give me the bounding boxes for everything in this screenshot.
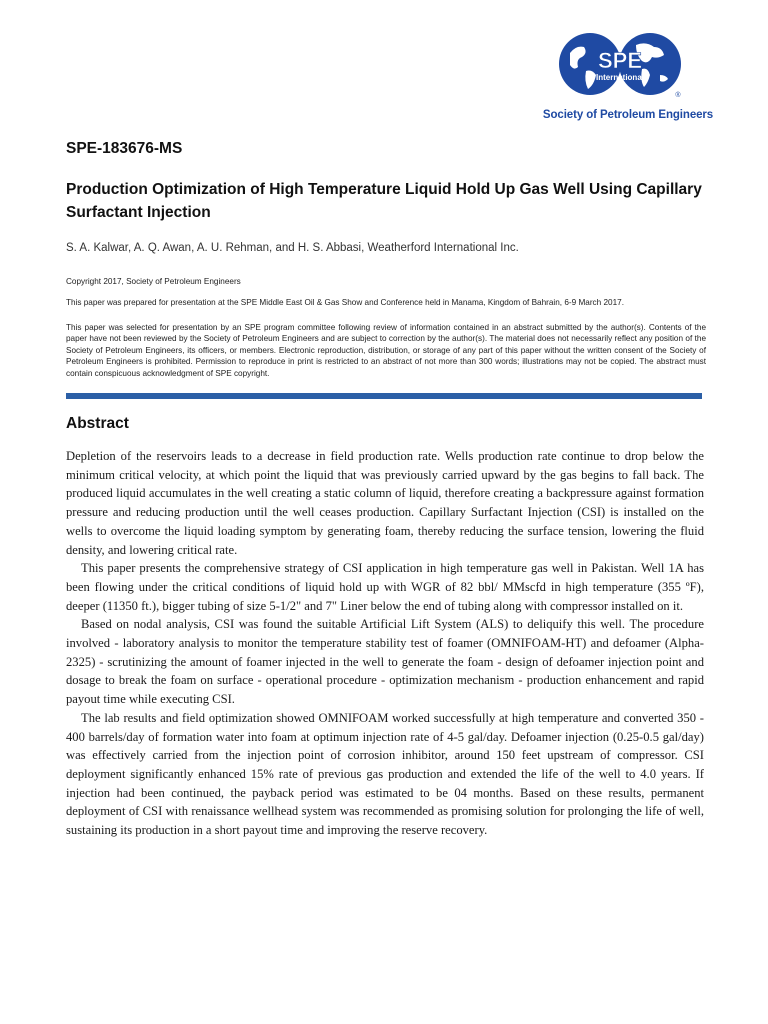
spe-globe-icon bbox=[556, 31, 684, 97]
paper-title: Production Optimization of High Temperature Liquid Hold Up Gas Well Using Capillary Surfactant Injection bbox=[66, 181, 702, 221]
abstract-paragraph-3: Based on nodal analysis, CSI was found the suitable Artificial Lift System (ALS) to deliquify this well. The procedure involved - laboratory analysis to monitor the temperature stability test of foamer (OMNIFOAM-HT) and defoamer (Alpha-2325) - scrutinizing the amount of foamer injected in the well to generate the foam - design of defoamer injection point and dosage to break the foam on surface - operational procedure - optimization mechanism - production enhancement and rapid payout time while executing CSI. bbox=[66, 617, 704, 707]
org-name: Society of Petroleum Engineers bbox=[542, 109, 714, 121]
legal-notice: This paper was selected for presentation by an SPE program committee following review of information contained in an abstract submitted by the author(s). Contents of the paper have not been reviewed by the Society of Petroleum Engineers and are subject to correction by the author(s). The material does not necessarily reflect any position of the Society of Petroleum Engineers, its officers, or members. Electronic reproduction, distribution, or storage of any part of this paper without the written consent of the Society of Petroleum Engineers is prohibited. Permission to reproduce in print is restricted to an abstract of not more than 300 words; illustrations may not be copied. The abstract must contain conspicuous acknowledgment of SPE copyright. bbox=[66, 323, 706, 378]
spe-international: International bbox=[595, 73, 645, 82]
abstract-heading: Abstract bbox=[66, 415, 129, 432]
abstract-body bbox=[66, 447, 704, 840]
abstract-paragraph-1: Depletion of the reservoirs leads to a decrease in field production rate. Wells production rate continue to drop below the minimum critical velocity, at which point the liquid that was previously carried upward by the gas begins to fall back. The produced liquid accumulates in the well creating a static column of liquid, therefore creating a backpressure against formation pressure and reducing production until the well ceases production. Capillary Surfactant Injection (CSI) is installed on the wells to overcome the liquid loading symptom by generating foam, thereby reducing the surface tension, lowering the fluid density, and lowering critical rate. bbox=[66, 449, 704, 557]
authors: S. A. Kalwar, A. Q. Awan, A. U. Rehman, and H. S. Abbasi, Weatherford International Inc. bbox=[66, 242, 519, 254]
preparation-notice: This paper was prepared for presentation at the SPE Middle East Oil & Gas Show and Conference held in Manama, Kingdom of Bahrain, 6-9 March 2017. bbox=[66, 298, 624, 307]
section-divider bbox=[66, 393, 702, 399]
spe-mark: SPE bbox=[597, 48, 643, 73]
abstract-paragraph-4: The lab results and field optimization showed OMNIFOAM worked successfully at high temperature and converted 350 - 400 barrels/day of formation water into foam at optimum injection rate of 4-5 gal/day. Defoamer injection (0.25-0.5 gal/day) was effectively carried from the injection point of corrosion inhibitor, around 150 feet upstream of compressor. CSI deployment significantly enhanced 15% rate of previous gas production and extended the life of the well to 4.0 years. If injection had been continued, the payback period was estimated to be 04 months. Based on these results, permanent deployment of CSI with renaissance wellhead system was recommended as promising solution for prolonging the life of well, sustaining its production in a short payout time and improving the reserve recovery. bbox=[66, 710, 704, 838]
registered-mark: ® bbox=[675, 92, 681, 97]
paper-id: SPE-183676-MS bbox=[66, 140, 183, 157]
abstract-paragraph-2: This paper presents the comprehensive strategy of CSI application in high temperature gas well in Pakistan. Well 1A has been flowing under the critical conditions of liquid hold up with WGR of 82 bbl/ MMscfd in high temperature (355 ºF), deeper (11350 ft.), bigger tubing of size 5-1/2" and 7" Liner below the end of tubing along with compressor installed on it. bbox=[66, 561, 704, 613]
spe-logo bbox=[538, 27, 718, 127]
copyright-notice: Copyright 2017, Society of Petroleum Engineers bbox=[66, 277, 241, 286]
